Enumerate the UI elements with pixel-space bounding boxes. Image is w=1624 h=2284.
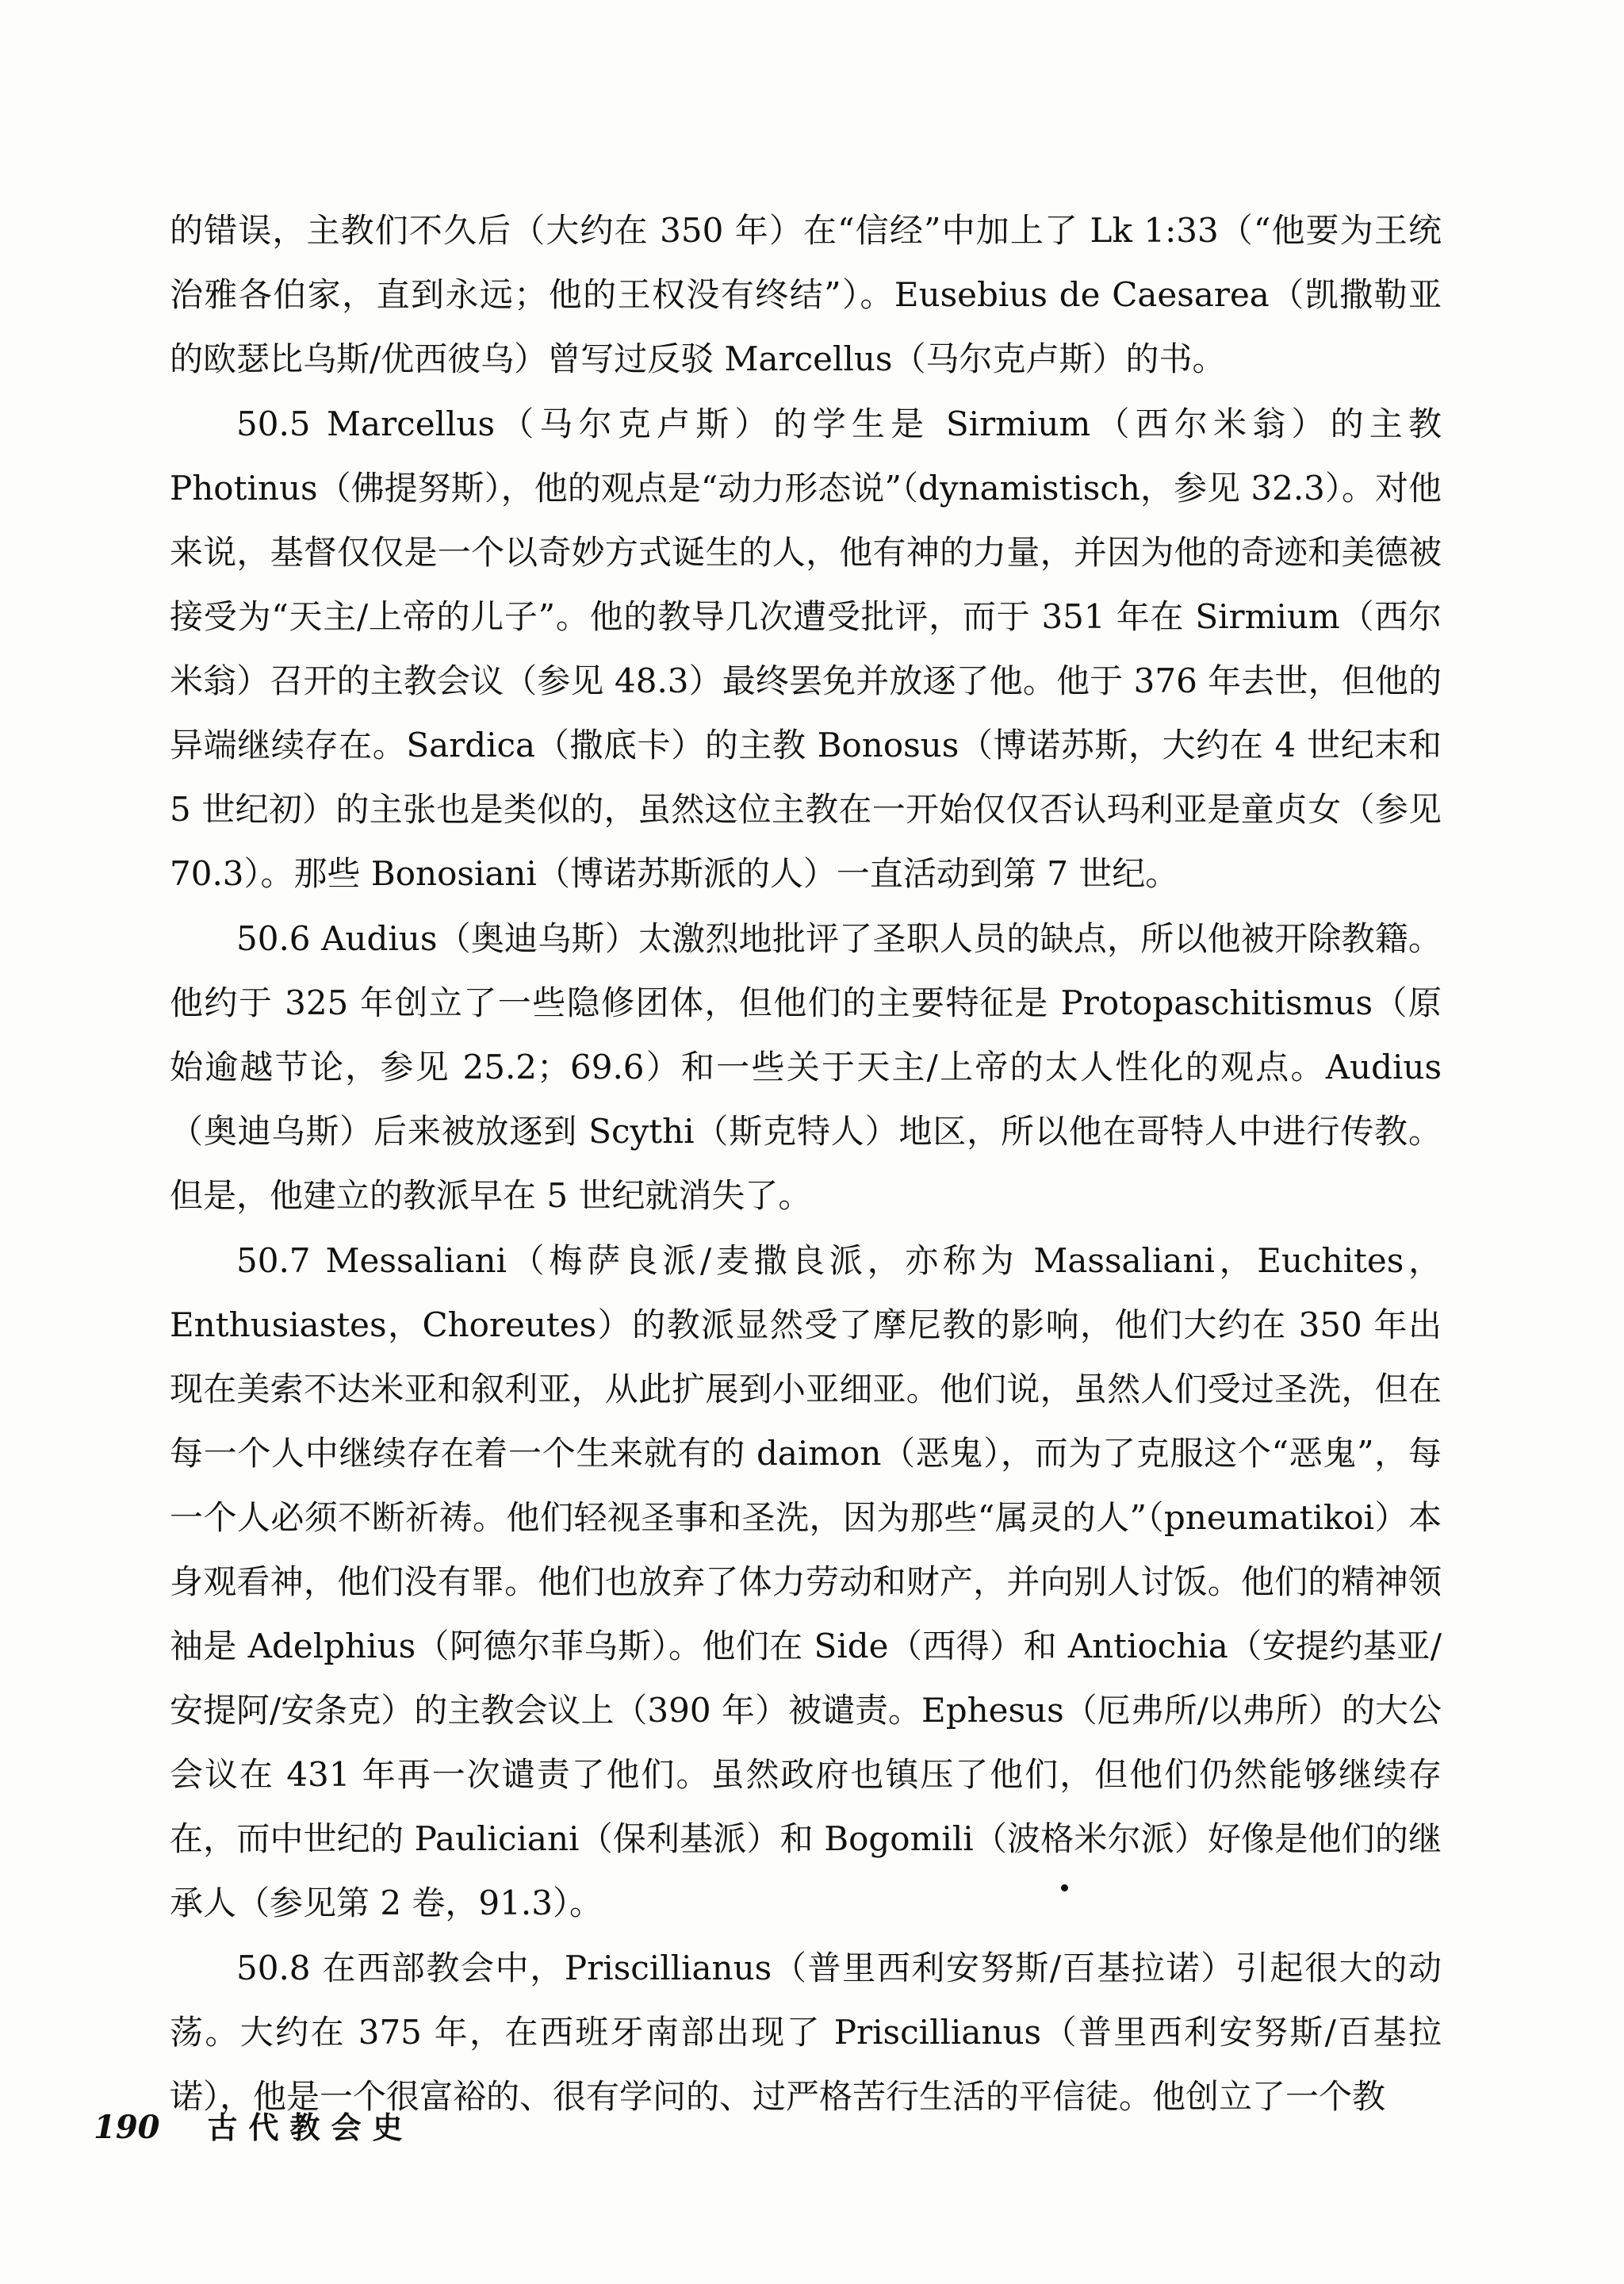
paragraph-continuation: 的错误，主教们不久后（大约在 350 年）在“信经”中加上了 Lk 1:33（“他要为王统治雅各伯家，直到永远；他的王权没有终结”）。Eusebius de Caesarea（凯撒勒亚的欧瑟比乌斯/优西彼乌）曾写过反驳 Marcellus（马尔克卢斯）的书。 [170, 211, 1442, 378]
page-number: 190 [94, 2109, 160, 2146]
page-footer [94, 2103, 414, 2147]
paragraph-50-8: 50.8 在西部教会中，Priscillianus（普里西利安努斯/百基拉诺）引起很大的动荡。大约在 375 年，在西班牙南部出现了 Priscillianus（普里西利安努斯/百基拉诺），他是一个很富裕的、很有学问的、过严格苦行生活的平信徒。他创立了一个教 [170, 1949, 1442, 2116]
running-title: 古代教会史 [207, 2110, 414, 2145]
body-text [170, 198, 1442, 2129]
paragraph-50-6: 50.6 Audius（奥迪乌斯）太激烈地批评了圣职人员的缺点，所以他被开除教籍。他约于 325 年创立了一些隐修团体，但他们的主要特征是 Protopaschitismus（原始逾越节论，参见 25.2；69.6）和一些关于天主/上帝的太人性化的观点。Audius（奥迪乌斯）后来被放逐到 Scythi（斯克特人）地区，所以他在哥特人中进行传教。但是，他建立的教派早在 5 世纪就消失了。 [170, 919, 1442, 1215]
paragraph-50-7: 50.7 Messaliani（梅萨良派/麦撒良派，亦称为 Massaliani，Euchites，Enthusiastes，Choreutes）的教派显然受了摩尼教的影响，他们大约在 350 年出现在美索不达米亚和叙利亚，从此扩展到小亚细亚。他们说，虽然人们受过圣洗，但在每一个人中继续存在着一个生来就有的 daimon（恶鬼），而为了克服这个“恶鬼”，每一个人必须不断祈祷。他们轻视圣事和圣洗，因为那些“属灵的人”（pneumatikoi）本身观看神，他们没有罪。他们也放弃了体力劳动和财产，并向别人讨饭。他们的精神领袖是 Adelphius（阿德尔菲乌斯）。他们在 Side（西得）和 Antiochia（安提约基亚/安提阿/安条克）的主教会议上（390 年）被谴责。Ephesus（厄弗所/以弗所）的大公会议在 431 年再一次谴责了他们。虽然政府也镇压了他们，但他们仍然能够继续存在，而中世纪的 Pauliciani（保利基派）和 Bogomili（波格米尔派）好像是他们的继承人（参见第 2 卷，91.3）。 [170, 1241, 1442, 1922]
print-speck [1061, 1884, 1068, 1891]
paragraph-50-5: 50.5 Marcellus（马尔克卢斯）的学生是 Sirmium（西尔米翁）的主教 Photinus（佛提努斯），他的观点是“动力形态说”（dynamistisch，参见 32.3）。对他来说，基督仅仅是一个以奇妙方式诞生的人，他有神的力量，并因为他的奇迹和美德被接受为“天主/上帝的儿子”。他的教导几次遭受批评，而于 351 年在 Sirmium（西尔米翁）召开的主教会议（参见 48.3）最终罢免并放逐了他。他于 376 年去世，但他的异端继续存在。Sardica（撒底卡）的主教 Bonosus（博诺苏斯，大约在 4 世纪末和 5 世纪初）的主张也是类似的，虽然这位主教在一开始仅仅否认玛利亚是童贞女（参见 70.3）。那些 Bonosiani（博诺苏斯派的人）一直活动到第 7 世纪。 [170, 404, 1442, 893]
